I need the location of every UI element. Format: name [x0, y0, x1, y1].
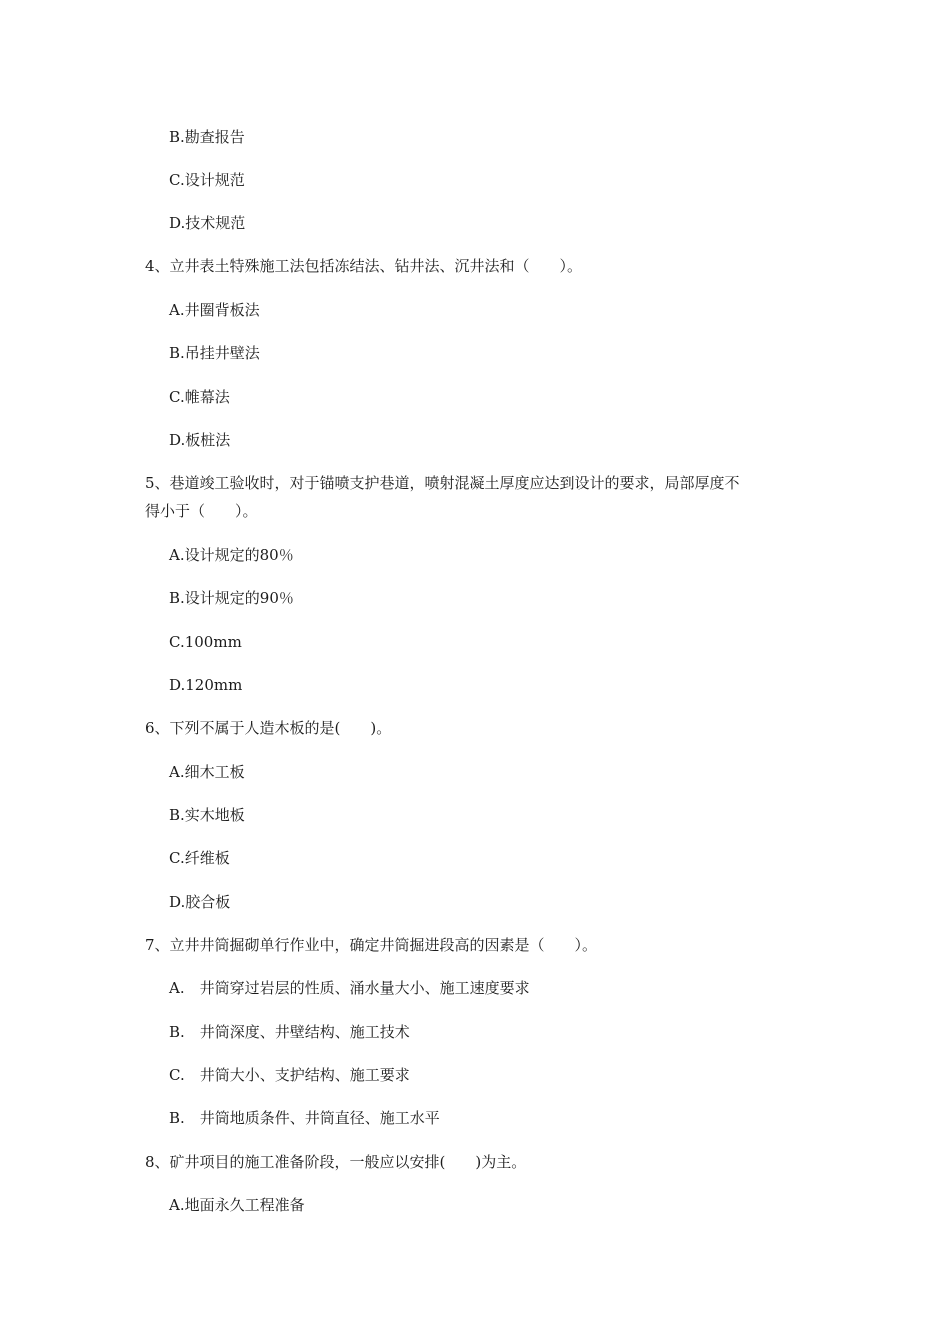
- question-5-line-2: 得小于（ ）。: [145, 502, 258, 520]
- option-q5-d: D.120mm: [169, 676, 243, 694]
- question-4: 4、立井表土特殊施工法包括冻结法、钻井法、沉井法和（ ）。: [145, 257, 583, 275]
- option-q6-d: D.胶合板: [169, 893, 231, 911]
- option-q3-c: C.设计规范: [169, 171, 245, 189]
- option-q5-a: A.设计规定的80％: [169, 546, 294, 564]
- option-q6-a: A.细木工板: [169, 763, 245, 781]
- option-q4-c: C.帷幕法: [169, 388, 230, 406]
- option-q7-a: A. 井筒穿过岩层的性质、涌水量大小、施工速度要求: [169, 979, 530, 997]
- option-q6-b: B.实木地板: [169, 806, 245, 824]
- question-6: 6、下列不属于人造木板的是( )。: [145, 719, 392, 737]
- question-5-line-1: 5、巷道竣工验收时，对于锚喷支护巷道，喷射混凝土厚度应达到设计的要求，局部厚度不: [145, 474, 740, 492]
- option-q8-a: A.地面永久工程准备: [169, 1196, 305, 1214]
- option-q4-b: B.吊挂井壁法: [169, 344, 260, 362]
- option-q6-c: C.纤维板: [169, 849, 230, 867]
- option-q4-d: D.板桩法: [169, 431, 231, 449]
- option-q7-b: B. 井筒深度、井壁结构、施工技术: [169, 1023, 410, 1041]
- option-q7-d: B. 井筒地质条件、井筒直径、施工水平: [169, 1109, 440, 1127]
- option-q3-b: B.勘查报告: [169, 128, 245, 146]
- question-8: 8、矿井项目的施工准备阶段，一般应以安排( )为主。: [145, 1153, 527, 1171]
- option-q3-d: D.技术规范: [169, 214, 246, 232]
- option-q7-c: C. 井筒大小、支护结构、施工要求: [169, 1066, 410, 1084]
- option-q4-a: A.井圈背板法: [169, 301, 260, 319]
- option-q5-b: B.设计规定的90％: [169, 589, 294, 607]
- option-q5-c: C.100mm: [169, 633, 242, 651]
- question-7: 7、立井井筒掘砌单行作业中，确定井筒掘进段高的因素是（ ）。: [145, 936, 598, 954]
